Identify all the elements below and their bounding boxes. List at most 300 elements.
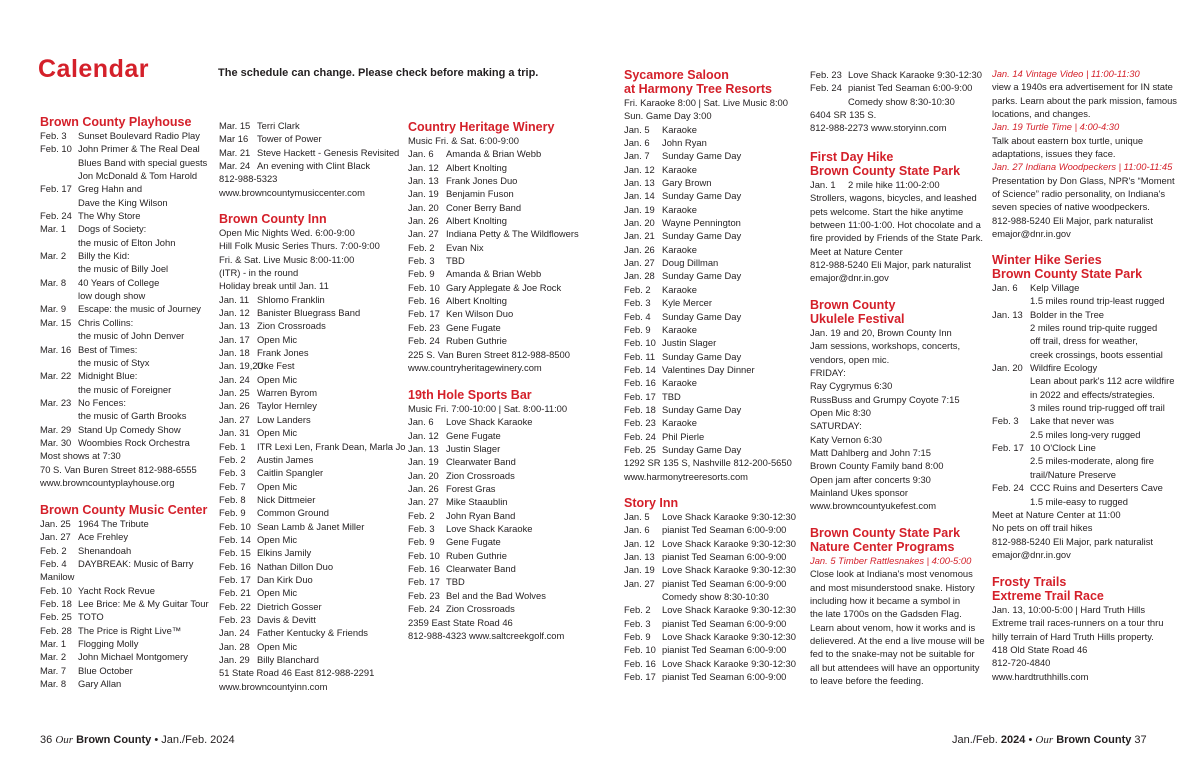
- event-row: [219, 480, 406, 493]
- event-row: [40, 356, 207, 369]
- venue-contact: [408, 616, 567, 643]
- text-line: hilly terrain of Hard Truth Hills property.: [992, 630, 1154, 642]
- text-line: Holiday break until Jan. 11: [219, 280, 329, 292]
- event-date: Jan. 6: [624, 137, 650, 149]
- event-row: [624, 416, 792, 429]
- event-date: Mar. 8: [40, 678, 67, 690]
- event-date: Jan. 27: [408, 228, 439, 240]
- sports-bar-section: [408, 388, 567, 642]
- event-title: creek crossings, boots essential: [1030, 348, 1163, 360]
- event-title: Gary Applegate & Joe Rock: [446, 281, 562, 293]
- event-row: [624, 403, 792, 416]
- event-title: the music of Foreigner: [78, 383, 172, 395]
- event-date: Feb. 16: [219, 560, 251, 572]
- text-line: Fri. & Sat. Live Music 8:00-11:00: [219, 253, 355, 265]
- event-date: Jan. 6: [624, 524, 650, 536]
- section-title: Sycamore Saloon: [624, 68, 729, 82]
- event-row: [219, 626, 406, 639]
- ukulele-section: [810, 298, 960, 513]
- event-date: Mar. 21: [219, 146, 251, 158]
- event-date: Mar. 1: [40, 638, 67, 650]
- event-row: [992, 401, 1174, 414]
- event-title: pianist Ted Seaman 6:00-9:00: [662, 617, 787, 629]
- event-row: [40, 169, 207, 182]
- text-line: 812-988-5240 Eli Major, park naturalist: [810, 259, 972, 271]
- event-title: 2.5 miles-moderate, along fire: [1030, 455, 1155, 467]
- event-row: [810, 81, 982, 94]
- event-title: Low Landers: [257, 413, 311, 425]
- event-title: pianist Ted Seaman 6:00-9:00: [662, 551, 787, 563]
- event-date: Jan. 12: [624, 537, 655, 549]
- text-line: www.browncountyukefest.com: [810, 500, 937, 512]
- event-row: [40, 544, 209, 557]
- issue-date: Jan./Feb.: [952, 734, 998, 746]
- event-list: [624, 510, 796, 683]
- footer-right: Jan./Feb. 2024 • Our Brown County 37: [952, 734, 1147, 746]
- text-line: Meet at Nature Center: [810, 245, 903, 257]
- event-title: Gary Allan: [78, 678, 122, 690]
- event-date: Feb. 23: [219, 613, 251, 625]
- event-date: Feb. 9: [624, 323, 651, 335]
- event-title: Clearwater Band: [446, 563, 516, 575]
- event-date: Jan. 27: [624, 577, 655, 589]
- text-line: of Science” radio personality, on Indiana's: [992, 188, 1166, 200]
- event-row: [624, 136, 792, 149]
- event-title: 2.5 miles long-very rugged: [1030, 428, 1141, 440]
- event-date: Feb. 16: [408, 563, 440, 575]
- event-row: [40, 182, 207, 195]
- event-row: [624, 350, 792, 363]
- venue-contact: [219, 666, 406, 693]
- event-title: Open Mic: [257, 480, 298, 492]
- event-title: Gary Brown: [662, 177, 712, 189]
- text-line: 812-988-5240 Eli Major, park naturalist: [992, 214, 1154, 226]
- event-date: Jan. 31: [219, 427, 250, 439]
- event-row: [219, 306, 406, 319]
- event-row: [40, 222, 207, 235]
- venue-contact: [810, 108, 982, 135]
- event-title: Shenandoah: [78, 544, 132, 556]
- event-date: Jan. 13: [408, 175, 439, 187]
- event-row: [810, 95, 982, 108]
- event-title: Sunday Game Day: [662, 443, 742, 455]
- event-row: [40, 517, 209, 530]
- venue-contact: [624, 456, 792, 483]
- event-title: Shlomo Franklin: [257, 293, 325, 305]
- first-day-hike-section: [810, 150, 983, 285]
- event-row: [408, 549, 567, 562]
- text-line: 418 Old State Road 46: [992, 644, 1088, 656]
- event-row: [219, 533, 406, 546]
- event-row: [810, 68, 982, 81]
- event-title: 1964 The Tribute: [78, 518, 149, 529]
- text-line: Music Fri. 7:00-10:00 | Sat. 8:00-11:00: [408, 403, 568, 414]
- text-line: FRIDAY:: [810, 367, 846, 379]
- section-title: First Day Hike: [810, 150, 894, 164]
- text-line: and most misunderstood snake. History: [810, 581, 975, 593]
- event-date: Feb. 16: [624, 657, 656, 669]
- event-row: [40, 209, 207, 222]
- text-line: seven species of native woodpeckers.: [992, 201, 1150, 213]
- event-list: [408, 415, 567, 615]
- event-date: Jan. 21: [624, 230, 655, 242]
- text-line: SATURDAY:: [810, 420, 862, 432]
- story-inn-section: [624, 496, 796, 683]
- event-row: [408, 281, 579, 294]
- event-title: Karaoke: [662, 243, 697, 255]
- event-row: [992, 281, 1174, 294]
- event-title: Mike Staaublin: [446, 496, 508, 508]
- event-row: [40, 302, 207, 315]
- event-date: Jan. 14: [624, 190, 655, 202]
- event-title: Terri Clark: [257, 120, 300, 131]
- text-line: Talk about eastern box turtle, unique: [992, 134, 1144, 146]
- text-line: www.browncountyplayhouse.org: [40, 476, 175, 488]
- event-date: Jan. 26: [219, 400, 250, 412]
- playhouse-section: [40, 115, 207, 489]
- text-line: www.browncountymusiccenter.com: [219, 186, 365, 198]
- text-line: emajor@dnr.in.gov: [992, 548, 1071, 560]
- event-row: [624, 563, 796, 576]
- event-date: Feb. 24: [40, 210, 72, 222]
- event-date: Feb. 2: [624, 283, 651, 295]
- event-row: [624, 630, 796, 643]
- event-title: Wildfire Ecology: [1030, 362, 1098, 374]
- text-line: Open jam after concerts 9:30: [810, 473, 931, 485]
- event-title: Lee Brice: Me & My Guitar Tour: [78, 598, 209, 610]
- text-line: Strollers, wagons, bicycles, and leashed: [810, 192, 977, 204]
- event-title: Tower of Power: [257, 133, 322, 145]
- event-date: Jan. 27: [624, 257, 655, 269]
- event-title: Phil Pierle: [662, 430, 705, 442]
- event-date: Feb. 24: [992, 482, 1024, 494]
- text-line: Jam sessions, workshops, concerts,: [810, 340, 961, 352]
- event-date: Jan. 20: [992, 362, 1023, 374]
- event-date: Mar. 8: [40, 276, 67, 288]
- event-row: [40, 677, 209, 690]
- event-date: Jan. 28: [624, 270, 655, 282]
- event-date: Feb. 10: [40, 584, 72, 596]
- event-row: [408, 241, 579, 254]
- event-row: [219, 319, 406, 332]
- program-details: [992, 80, 1177, 120]
- text-line: www.hardtruthhills.com: [992, 670, 1089, 682]
- text-line: Most shows at 7:30: [40, 450, 121, 462]
- event-date: Feb. 3: [624, 297, 651, 309]
- music-center-continued: [219, 119, 399, 199]
- section-title: Brown County Playhouse: [40, 115, 192, 129]
- event-date: Mar. 22: [40, 370, 72, 382]
- event-date: Feb. 3: [219, 467, 246, 479]
- event-details: [992, 603, 1163, 683]
- event-title: pianist Ted Seaman 6:00-9:00: [848, 82, 973, 94]
- text-line: 812-988-4323 www.saltcreekgolf.com: [408, 629, 565, 641]
- event-row: [624, 229, 792, 242]
- event-date: Feb. 2: [408, 241, 435, 253]
- event-title: Greg Hahn and: [78, 183, 143, 195]
- event-title: No Fences:: [78, 396, 126, 408]
- event-row: [219, 426, 406, 439]
- event-row: [219, 373, 406, 386]
- event-date: Mar. 30: [40, 436, 72, 448]
- event-date: Feb. 21: [219, 587, 251, 599]
- event-row: [219, 453, 406, 466]
- event-date: Feb. 24: [408, 335, 440, 347]
- event-row: [219, 293, 406, 306]
- event-title: Karaoke: [662, 417, 697, 429]
- event-title: Stand Up Comedy Show: [78, 423, 181, 435]
- event-list: [40, 584, 209, 691]
- event-date: Jan. 28: [219, 640, 250, 652]
- event-title: Flogging Molly: [78, 638, 139, 650]
- text-line: between 11:00-1:00. Hot chocolate and a: [810, 219, 981, 231]
- event-row: [624, 149, 792, 162]
- event-row: [40, 584, 209, 597]
- event-date: Jan. 25: [40, 518, 71, 529]
- event-title: Sunday Game Day: [662, 150, 742, 162]
- text-line: Hill Folk Music Series Thurs. 7:00-9:00: [219, 240, 380, 252]
- event-row: [992, 495, 1174, 508]
- event-date: Feb. 17: [624, 390, 656, 402]
- text-line: Extreme trail races-runners on a tour thru: [992, 617, 1164, 629]
- section-title: Story Inn: [624, 496, 679, 510]
- event-title: Valentines Day Dinner: [662, 363, 755, 375]
- event-title: Benjamin Fuson: [446, 188, 514, 200]
- event-title: low dough show: [78, 290, 146, 302]
- section-title: Brown County Inn: [219, 212, 327, 226]
- event-title: off trail, dress for weather,: [1030, 335, 1138, 347]
- event-title: the music of Elton John: [78, 236, 176, 248]
- event-row: [40, 597, 209, 610]
- event-row: [624, 310, 792, 323]
- event-title: Karaoke: [662, 283, 697, 295]
- event-row: [624, 590, 796, 603]
- event-date: Jan. 5: [624, 511, 650, 522]
- event-row: [40, 664, 209, 677]
- winery-section: [408, 120, 579, 374]
- event-title: Escape: the music of Journey: [78, 303, 201, 315]
- event-row: [219, 520, 406, 533]
- event-row: [408, 187, 579, 200]
- event-row: [40, 396, 207, 409]
- event-title: Kyle Mercer: [662, 297, 713, 309]
- event-title: John Michael Montgomery: [78, 651, 188, 663]
- page-number: 37: [1134, 734, 1147, 746]
- event-date: Feb. 3: [408, 523, 435, 535]
- event-title: Albert Knolting: [446, 295, 507, 307]
- event-title: the music of John Denver: [78, 330, 185, 342]
- event-row: [219, 413, 406, 426]
- event-title: Dogs of Society:: [78, 223, 147, 235]
- section-title: Frosty Trails: [992, 575, 1067, 589]
- event-date: Jan. 27: [219, 413, 250, 425]
- event-row: [992, 361, 1174, 374]
- event-title: Coner Berry Band: [446, 201, 522, 213]
- event-date: Feb. 14: [219, 533, 251, 545]
- event-row: [219, 493, 406, 506]
- event-title: John Ryan: [662, 137, 707, 149]
- event-row: [624, 189, 792, 202]
- event-title: Billy Blanchard: [257, 654, 320, 665]
- text-line: Close look at Indiana's most venomous: [810, 568, 973, 580]
- text-line: (ITR) - in the round: [219, 267, 299, 279]
- event-row: [40, 196, 207, 209]
- event-row: [992, 308, 1174, 321]
- text-line: 1292 SR 135 S, Nashville 812-200-5650: [624, 457, 792, 469]
- text-line: view a 1940s era advertisement for IN state: [992, 81, 1173, 93]
- wrapped-line: Manilow: [40, 571, 75, 583]
- event-date: Feb. 23: [408, 321, 440, 333]
- event-date: Feb. 23: [810, 69, 842, 80]
- event-title: Steve Hackett - Genesis Revisited: [257, 146, 400, 158]
- event-title: Chris Collins:: [78, 316, 134, 328]
- event-row: [219, 119, 399, 132]
- event-title: Ace Frehley: [78, 531, 129, 543]
- text-line: emajor@dnr.in.gov: [810, 272, 889, 284]
- event-date: Feb. 3: [992, 415, 1019, 427]
- event-row: [40, 129, 207, 142]
- event-title: Clearwater Band: [446, 456, 516, 468]
- text-line: RussBuss and Grumpy Coyote 7:15: [810, 393, 960, 405]
- event-date: Jan. 7: [624, 150, 650, 162]
- issue-year: 2024: [1000, 734, 1026, 746]
- event-date: Mar. 1: [40, 223, 67, 235]
- program-details: [810, 567, 985, 687]
- event-row: [40, 276, 207, 289]
- event-date: Jan. 11: [219, 293, 250, 305]
- section-title: Brown County State Park: [810, 526, 961, 540]
- event-title: Amanda & Brian Webb: [446, 148, 542, 160]
- text-line: Matt Dahlberg and John 7:15: [810, 447, 931, 459]
- event-date: Jan. 6: [992, 282, 1018, 293]
- event-row: [408, 147, 579, 160]
- text-line: pets welcome. Start the hike anytime: [810, 205, 964, 217]
- text-line: to leave before the feeding.: [810, 675, 924, 687]
- event-date: Jan. 19: [624, 564, 655, 576]
- event-title: Open Mic: [257, 333, 298, 345]
- event-row: [624, 323, 792, 336]
- event-row: [219, 359, 406, 372]
- event-title: Lean about park's 112 acre wildfire: [1030, 375, 1175, 387]
- event-row: [408, 214, 579, 227]
- event-title: Gene Fugate: [446, 536, 501, 548]
- winter-hike-section: [992, 253, 1174, 561]
- event-title: the music of Garth Brooks: [78, 410, 187, 422]
- event-title: Frank Jones: [257, 347, 309, 359]
- event-row: [992, 428, 1174, 441]
- event-date: Jan. 6: [408, 148, 434, 160]
- event-title: Dave the King Wilson: [78, 196, 168, 208]
- event-row: [624, 216, 792, 229]
- text-line: Learn about venom, how it works and is: [810, 621, 976, 633]
- text-line: 812-988-2273 www.storyinn.com: [810, 122, 947, 134]
- event-date: Mar. 9: [40, 303, 67, 315]
- text-line: 51 State Road 46 East 812-988-2291: [219, 667, 375, 679]
- event-title: Elkins Jamily: [257, 547, 312, 559]
- event-title: Indiana Petty & The Wildflowers: [446, 228, 579, 240]
- event-row: [992, 348, 1174, 361]
- event-title: Love Shack Karaoke 9:30-12:30: [662, 657, 796, 669]
- page-number: 36: [40, 734, 53, 746]
- event-title: Davis & Devitt: [257, 613, 316, 625]
- event-row: [408, 482, 567, 495]
- event-list: [624, 123, 792, 457]
- event-date: Feb. 8: [219, 493, 246, 505]
- event-date: Feb. 3: [624, 617, 651, 629]
- event-date: Feb. 18: [40, 598, 72, 610]
- event-date: Jan. 20: [408, 201, 439, 213]
- event-date: Feb. 7: [219, 480, 246, 492]
- text-line: Presentation by Don Glass, NPR's “Moment: [992, 174, 1175, 186]
- event-date: Feb. 10: [40, 143, 72, 155]
- event-date: Feb. 17: [408, 576, 440, 588]
- event-row: [624, 537, 796, 550]
- text-line: No pets on off trail hikes: [992, 522, 1093, 534]
- event-title: Love Shack Karaoke 9:30-12:30: [662, 604, 796, 616]
- event-list: [40, 129, 207, 449]
- event-row: [219, 653, 406, 666]
- event-date: Feb. 14: [624, 363, 656, 375]
- event-title: Love Shack Karaoke 9:30-12:30: [662, 631, 796, 643]
- event-date: Feb. 2: [624, 604, 651, 616]
- event-date: Feb. 2: [40, 544, 67, 556]
- event-row: [408, 442, 567, 455]
- event-row: [408, 602, 567, 615]
- event-date: Feb. 24: [624, 430, 656, 442]
- event-title: An evening with Clint Black: [257, 160, 371, 172]
- event-date: Feb. 15: [219, 547, 251, 559]
- event-row: [992, 374, 1174, 387]
- event-date: Feb. 9: [624, 631, 651, 643]
- event-date: Feb. 3: [40, 130, 67, 141]
- event-details: [810, 326, 960, 513]
- text-line: Ray Cygrymus 6:30: [810, 380, 893, 392]
- event-date: Mar. 16: [40, 343, 72, 355]
- text-line: Mainland Ukes sponsor: [810, 487, 908, 499]
- text-line: Music Fri. & Sat. 6:00-9:00: [408, 135, 519, 146]
- event-date: Mar. 15: [219, 120, 251, 131]
- event-row: [219, 506, 406, 519]
- event-date: Feb. 4: [40, 558, 67, 570]
- event-date: Jan. 13: [992, 308, 1023, 320]
- event-title: Jon McDonald & Tom Harold: [78, 170, 198, 182]
- page-title: Calendar: [38, 55, 149, 83]
- section-title: Brown County: [810, 298, 896, 312]
- event-row: [408, 321, 579, 334]
- event-date: Feb. 10: [408, 281, 440, 293]
- event-date: Feb. 9: [408, 536, 435, 548]
- event-row: [408, 201, 579, 214]
- event-row: [624, 203, 792, 216]
- event-date: Feb. 10: [624, 644, 656, 656]
- event-date: Mar. 23: [40, 396, 72, 408]
- text-line: all but attendees will have an opportunity: [810, 661, 980, 673]
- event-title: Open Mic: [257, 587, 298, 599]
- event-row: [219, 346, 406, 359]
- section-subtitle: Nature Center Programs: [810, 540, 955, 554]
- event-details: [810, 191, 983, 284]
- event-row: [408, 469, 567, 482]
- event-title: Sunday Game Day: [662, 190, 742, 202]
- program-details: [992, 134, 1177, 161]
- event-date: Jan. 29: [219, 654, 250, 665]
- event-row: [40, 236, 207, 249]
- event-row: [624, 163, 792, 176]
- event-row: [624, 603, 796, 616]
- event-date: Jan. 13: [624, 177, 655, 189]
- event-title: Warren Byrom: [257, 387, 318, 399]
- event-date: Jan. 6: [408, 416, 434, 428]
